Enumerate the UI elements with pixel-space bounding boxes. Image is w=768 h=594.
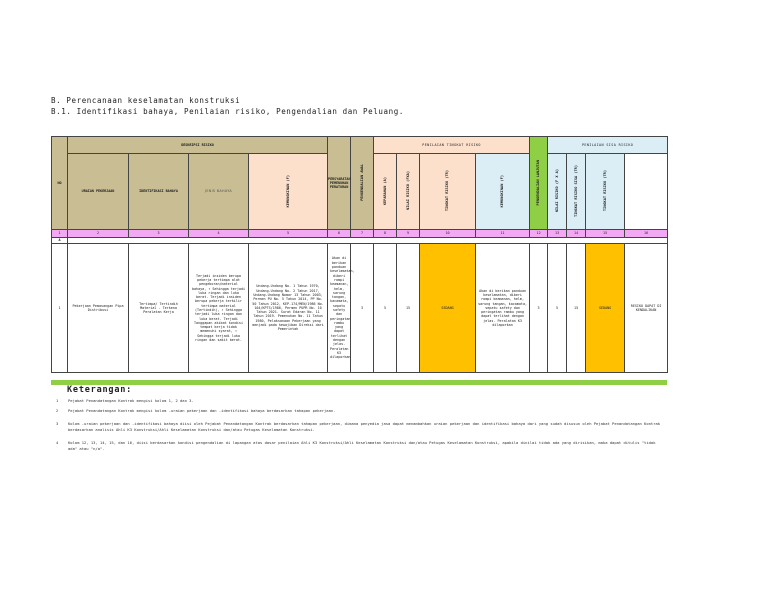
header-deskripsi-risiko: DESKRIPSI RISIKO (68, 137, 328, 154)
row-f: 3 (351, 244, 374, 373)
col-number: 14 (567, 230, 586, 238)
header-uraian-pekerjaan: URAIAN PEKERJAAN (68, 154, 129, 230)
risk-table (51, 136, 668, 373)
col-number: 6 (328, 230, 351, 238)
col-number: 2 (68, 230, 129, 238)
col-number: 8 (374, 230, 397, 238)
col-number: 3 (129, 230, 189, 238)
row-tingkat-risiko: SEDANG (420, 244, 476, 373)
row-persyaratan: Undang-Undang No. 1 Tahun 1970, Undang-Undang No. 2 Tahun 2017, Undang-Undang Nomor 13 Tahun 2003, Permen PU No. 5 Tahun 2014, PP No. 50 Tahun 2012, KEP.174/MEN/1986 No. 104/KPTS/1986, Permen PUPR No. 10 Tahun 2021. Surat Edaran No. 11 Tahun 2019. Pemenuhan No. 11 Tahun 1980, Pelaksanaan Pekerjaan yang menjadi pada kewajiban Direksi dari Pemerintah (249, 244, 328, 373)
col-number: 15 (586, 230, 625, 238)
header-nilai-risiko: NILAI RISIKO (FXA) (397, 154, 420, 230)
col-number: 7 (351, 230, 374, 238)
row-pengendalian-awal: Akan di berikan panduan keselamatan, diberi rompi keamanan, helm, sarung tangan, kacamata, sepatu safety dan peringatan rambu yang dapat terlihat dengan jelas. Peralatan K3 dilaporkan (328, 244, 351, 373)
row-jenis-bahaya: Terjadi insiden berupa pekerja tertimpa alat pengeboran/material bahaya, ↑ Sehingga terjadi luka ringan dan luka berat. Terjadi insiden berupa pekerja terkilir tertimpa material (Tertindih), ↑ Sehingga terjadi luka ringan dan luka berat. Terjadi Tanggapan akibat kondisi tempat kerja tidak memenuhi syarat, ↑ Sehingga terjadi luka ringan dan sakit berat. (189, 244, 249, 373)
table-row (52, 244, 668, 373)
col-number: 10 (420, 230, 476, 238)
row-f-sisa: 3 (530, 244, 548, 373)
col-number: 13 (548, 230, 567, 238)
header-penilaian-tingkat-risiko: PENILAIAN TINGKAT RISIKO (374, 137, 530, 154)
column-number-row (52, 230, 668, 238)
col-number: 5 (249, 230, 328, 238)
header-no: NO (52, 137, 68, 230)
notes-section: Keterangan: 1 Pejabat Penandatangan Kontrak mengisi kolom 1, 2 dan 3. 2 Pejabat Penandatangan Kontrak mengisi kolom -uraian pekerjaan dan -identifikasi bahaya berdasarkan tahapan pekerjaan. 3 Kolom -uraian pekerjaan dan -identifikasi bahaya diisi oleh Pejabat Penandatangan Kontrak berdasarkan tahapan pekerjaan, dimana penyedia jasa dapat menambahkan uraian pekerjaan dan identifikasi bahaya dari yang sudah disusun oleh Pejabat Penandatangan Kontrak berdasarkan analisis Ahli K3 Konstruksi/Ahli Keselamatan Konstruksi dan/atau Petugas Keselamatan Konstruksi. 4 Kolom 12, 13, 14, 15, dan 16, diisi berdasarkan kondisi pengendalian di lapangan atas dasar penilaian Ahli K3 Konstruksi/Ahli Keselamatan Konstruksi dan/atau Petugas Keselamatan Konstruksi, apabila dinilai tidak ada yang dirisikan, maka dapat ditulis "tidak ada" atau "n/a". (51, 385, 667, 395)
row-identifikasi: Tertimpa/ Tertindih Material - Terkena Peralatan Kerja (129, 244, 189, 373)
header-tingkat-risiko-sisa: TINGKAT RISIKO SISA (TR) (567, 154, 586, 230)
header-persyaratan: PERSYARATAN PEMENUHAN PERATURAN (328, 137, 351, 230)
col-number: 16 (625, 230, 668, 238)
row-uraian: Pekerjaan Pemasangan Pipa Distribusi (68, 244, 129, 373)
section-headings (51, 95, 404, 117)
heading-b1: B.1. Identifikasi bahaya, Penilaian risiko, Pengendalian dan Peluang. (51, 107, 404, 116)
header-penilaian-sisa-risiko: PENILAIAN SISA RISIKO (548, 137, 668, 154)
col-number: 11 (476, 230, 530, 238)
header-tingkat-risiko: TINGKAT RISIKO (TR) (420, 154, 476, 230)
header-pengendalian-awal: PENGENDALIAN AWAL (351, 137, 374, 230)
row-a-sisa: 5 (548, 244, 567, 373)
heading-b: B. Perencanaan keselamatan konstruksi (51, 96, 241, 105)
col-number: 9 (397, 230, 420, 238)
row-fxa: 15 (397, 244, 420, 373)
header-pengendalian-lanjutan: PENGENDALIAN LANJUTAN (530, 137, 548, 230)
header-keparahan: KEPARAHAN (A) (374, 154, 397, 230)
header-nilai-risiko-sisa: NILAI RISIKO (F X A) (548, 154, 567, 230)
header-jenis-bahaya: JENIS BAHAYA (189, 154, 249, 230)
col-number: 4 (189, 230, 249, 238)
row-a-label: A (52, 238, 68, 244)
row-fxa-sisa: 15 (567, 244, 586, 373)
row-no: 1 (52, 244, 68, 373)
col-number: 1 (52, 230, 68, 238)
row-tingkat-risiko-sisa: SEDANG (586, 244, 625, 373)
header-identifikasi-bahaya: IDENTIFIKASI BAHAYA (129, 154, 189, 230)
header-kemungkinan-sisa: KEMUNGKINAN (F) (476, 154, 530, 230)
header-tingkat-risiko-sisa-2: TINGKAT RISIKO (TR) (586, 154, 625, 230)
row-pengendalian-lanjutan: Akan di berikan panduan keselamatan, diberi rompi keamanan, helm, sarung tangan, kacamata, sepatu safety dan peringatan rambu yang dapat terlihat dengan jelas. Peralatan K3 dilaporkan (476, 244, 530, 373)
notes-title: Keterangan: (67, 385, 133, 395)
header-kemungkinan: KEMUNGKINAN (F) (249, 154, 328, 230)
row-a: 5 (374, 244, 397, 373)
row-keterangan: RESIKO DAPAT DI KENDALIKAN (625, 244, 668, 373)
col-number: 12 (530, 230, 548, 238)
